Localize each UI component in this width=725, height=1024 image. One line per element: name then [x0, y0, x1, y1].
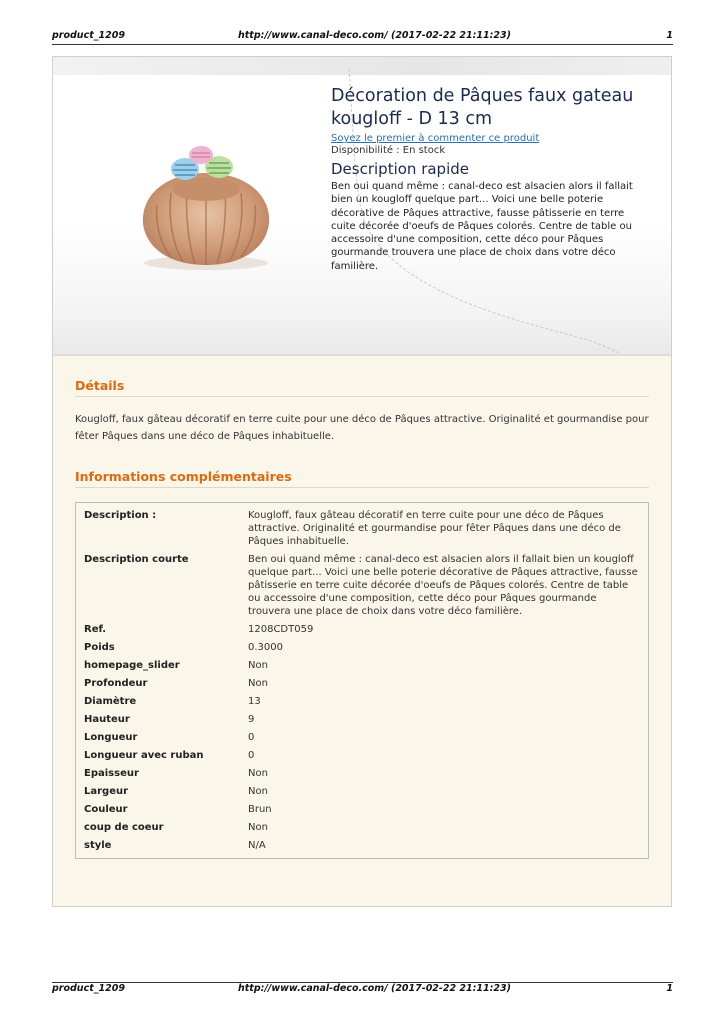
table-row [76, 503, 649, 552]
page-footer [52, 982, 673, 998]
footer-product-id: product_1209 [52, 983, 125, 994]
table-row [76, 783, 649, 801]
attribute-value: N/A [248, 840, 266, 851]
attribute-label: homepage_slider [84, 660, 180, 671]
details-title: Détails [75, 378, 649, 397]
product-hero [53, 57, 671, 356]
header-page-number: 1 [666, 30, 673, 41]
attribute-value: Non [248, 660, 268, 671]
attribute-value: 9 [248, 714, 255, 725]
table-row [76, 729, 649, 747]
attribute-label: Hauteur [84, 714, 130, 725]
attribute-label: Poids [84, 642, 115, 653]
attribute-label: Description courte [84, 554, 189, 565]
attribute-value: Non [248, 768, 268, 779]
table-row [76, 675, 649, 693]
header-product-id: product_1209 [52, 30, 125, 41]
availability-text: Disponibilité : En stock [331, 145, 446, 156]
footer-page-number: 1 [666, 983, 673, 994]
header-source: http://www.canal-deco.com/ (2017-02-22 21:11:23) [238, 30, 511, 41]
footer-source: http://www.canal-deco.com/ (2017-02-22 21:11:23) [238, 983, 511, 994]
table-row [76, 693, 649, 711]
review-link[interactable]: Soyez le premier à commenter ce produit [331, 133, 540, 144]
product-panel [52, 56, 672, 907]
attribute-value: 0 [248, 750, 255, 761]
attribute-value: 1208CDT059 [248, 624, 314, 635]
table-row [76, 711, 649, 729]
attributes-table [75, 502, 649, 859]
attribute-label: Couleur [84, 804, 128, 815]
attribute-label: Ref. [84, 624, 107, 635]
table-row [76, 657, 649, 675]
attribute-label: Longueur avec ruban [84, 750, 204, 761]
attribute-label: Description : [84, 510, 157, 521]
quick-description-text: Ben oui quand même : canal-deco est alsacien alors il fallait bien un kougloff quelque part... Voici une belle poterie décorative de Pâques attractive, fausse pâtisserie en terre cuite décorée d'oeufs de Pâques colorés. Centre de table ou accessoire d'une composition, cette déco pour Pâques gourmande trouvera une place de choix dans votre déco familière. [331, 181, 633, 272]
attribute-value: Non [248, 678, 268, 689]
attribute-value: Non [248, 786, 268, 797]
attribute-label: Epaisseur [84, 768, 139, 779]
attribute-value: 0.3000 [248, 642, 283, 653]
page-header [52, 30, 673, 45]
attribute-label: Largeur [84, 786, 129, 797]
attribute-value: Ben oui quand même : canal-deco est alsacien alors il fallait bien un kougloff quelque part... Voici une belle poterie décorative de Pâques attractive, fausse pâtisserie en terre cuite décorée d'oeufs de Pâques colorés. Centre de table ou accessoire d'une composition, cette déco pour Pâques gourmande trouvera une place de choix dans votre déco familière. [248, 554, 638, 617]
attribute-label: Profondeur [84, 678, 148, 689]
table-row [76, 819, 649, 837]
table-row [76, 747, 649, 765]
table-row [76, 639, 649, 657]
attribute-value: Kougloff, faux gâteau décoratif en terre cuite pour une déco de Pâques attractive. Originalité et gourmandise pour fêter Pâques dans une déco de Pâques inhabituelle. [248, 510, 621, 547]
kougloff-cake-image [121, 145, 291, 275]
attributes-table-body [76, 503, 649, 859]
table-row [76, 621, 649, 639]
attribute-value: 13 [248, 696, 261, 707]
product-info [331, 85, 641, 273]
attribute-label: coup de coeur [84, 822, 164, 833]
attribute-value: Brun [248, 804, 272, 815]
table-row [76, 801, 649, 819]
table-row [76, 765, 649, 783]
attribute-value: 0 [248, 732, 255, 743]
details-text: Kougloff, faux gâteau décoratif en terre cuite pour une déco de Pâques attractive. Originalité et gourmandise pour fêter Pâques dans une déco de Pâques inhabituelle. [75, 414, 649, 442]
attribute-label: Longueur [84, 732, 138, 743]
table-row [76, 551, 649, 621]
product-title: Décoration de Pâques faux gateau kougloff - D 13 cm [331, 86, 634, 129]
attribute-value: Non [248, 822, 268, 833]
more-info-title: Informations complémentaires [75, 469, 649, 488]
table-row [76, 837, 649, 859]
quick-description-title: Description rapide [331, 160, 469, 178]
attribute-label: Diamètre [84, 696, 137, 707]
attribute-label: style [84, 840, 112, 851]
